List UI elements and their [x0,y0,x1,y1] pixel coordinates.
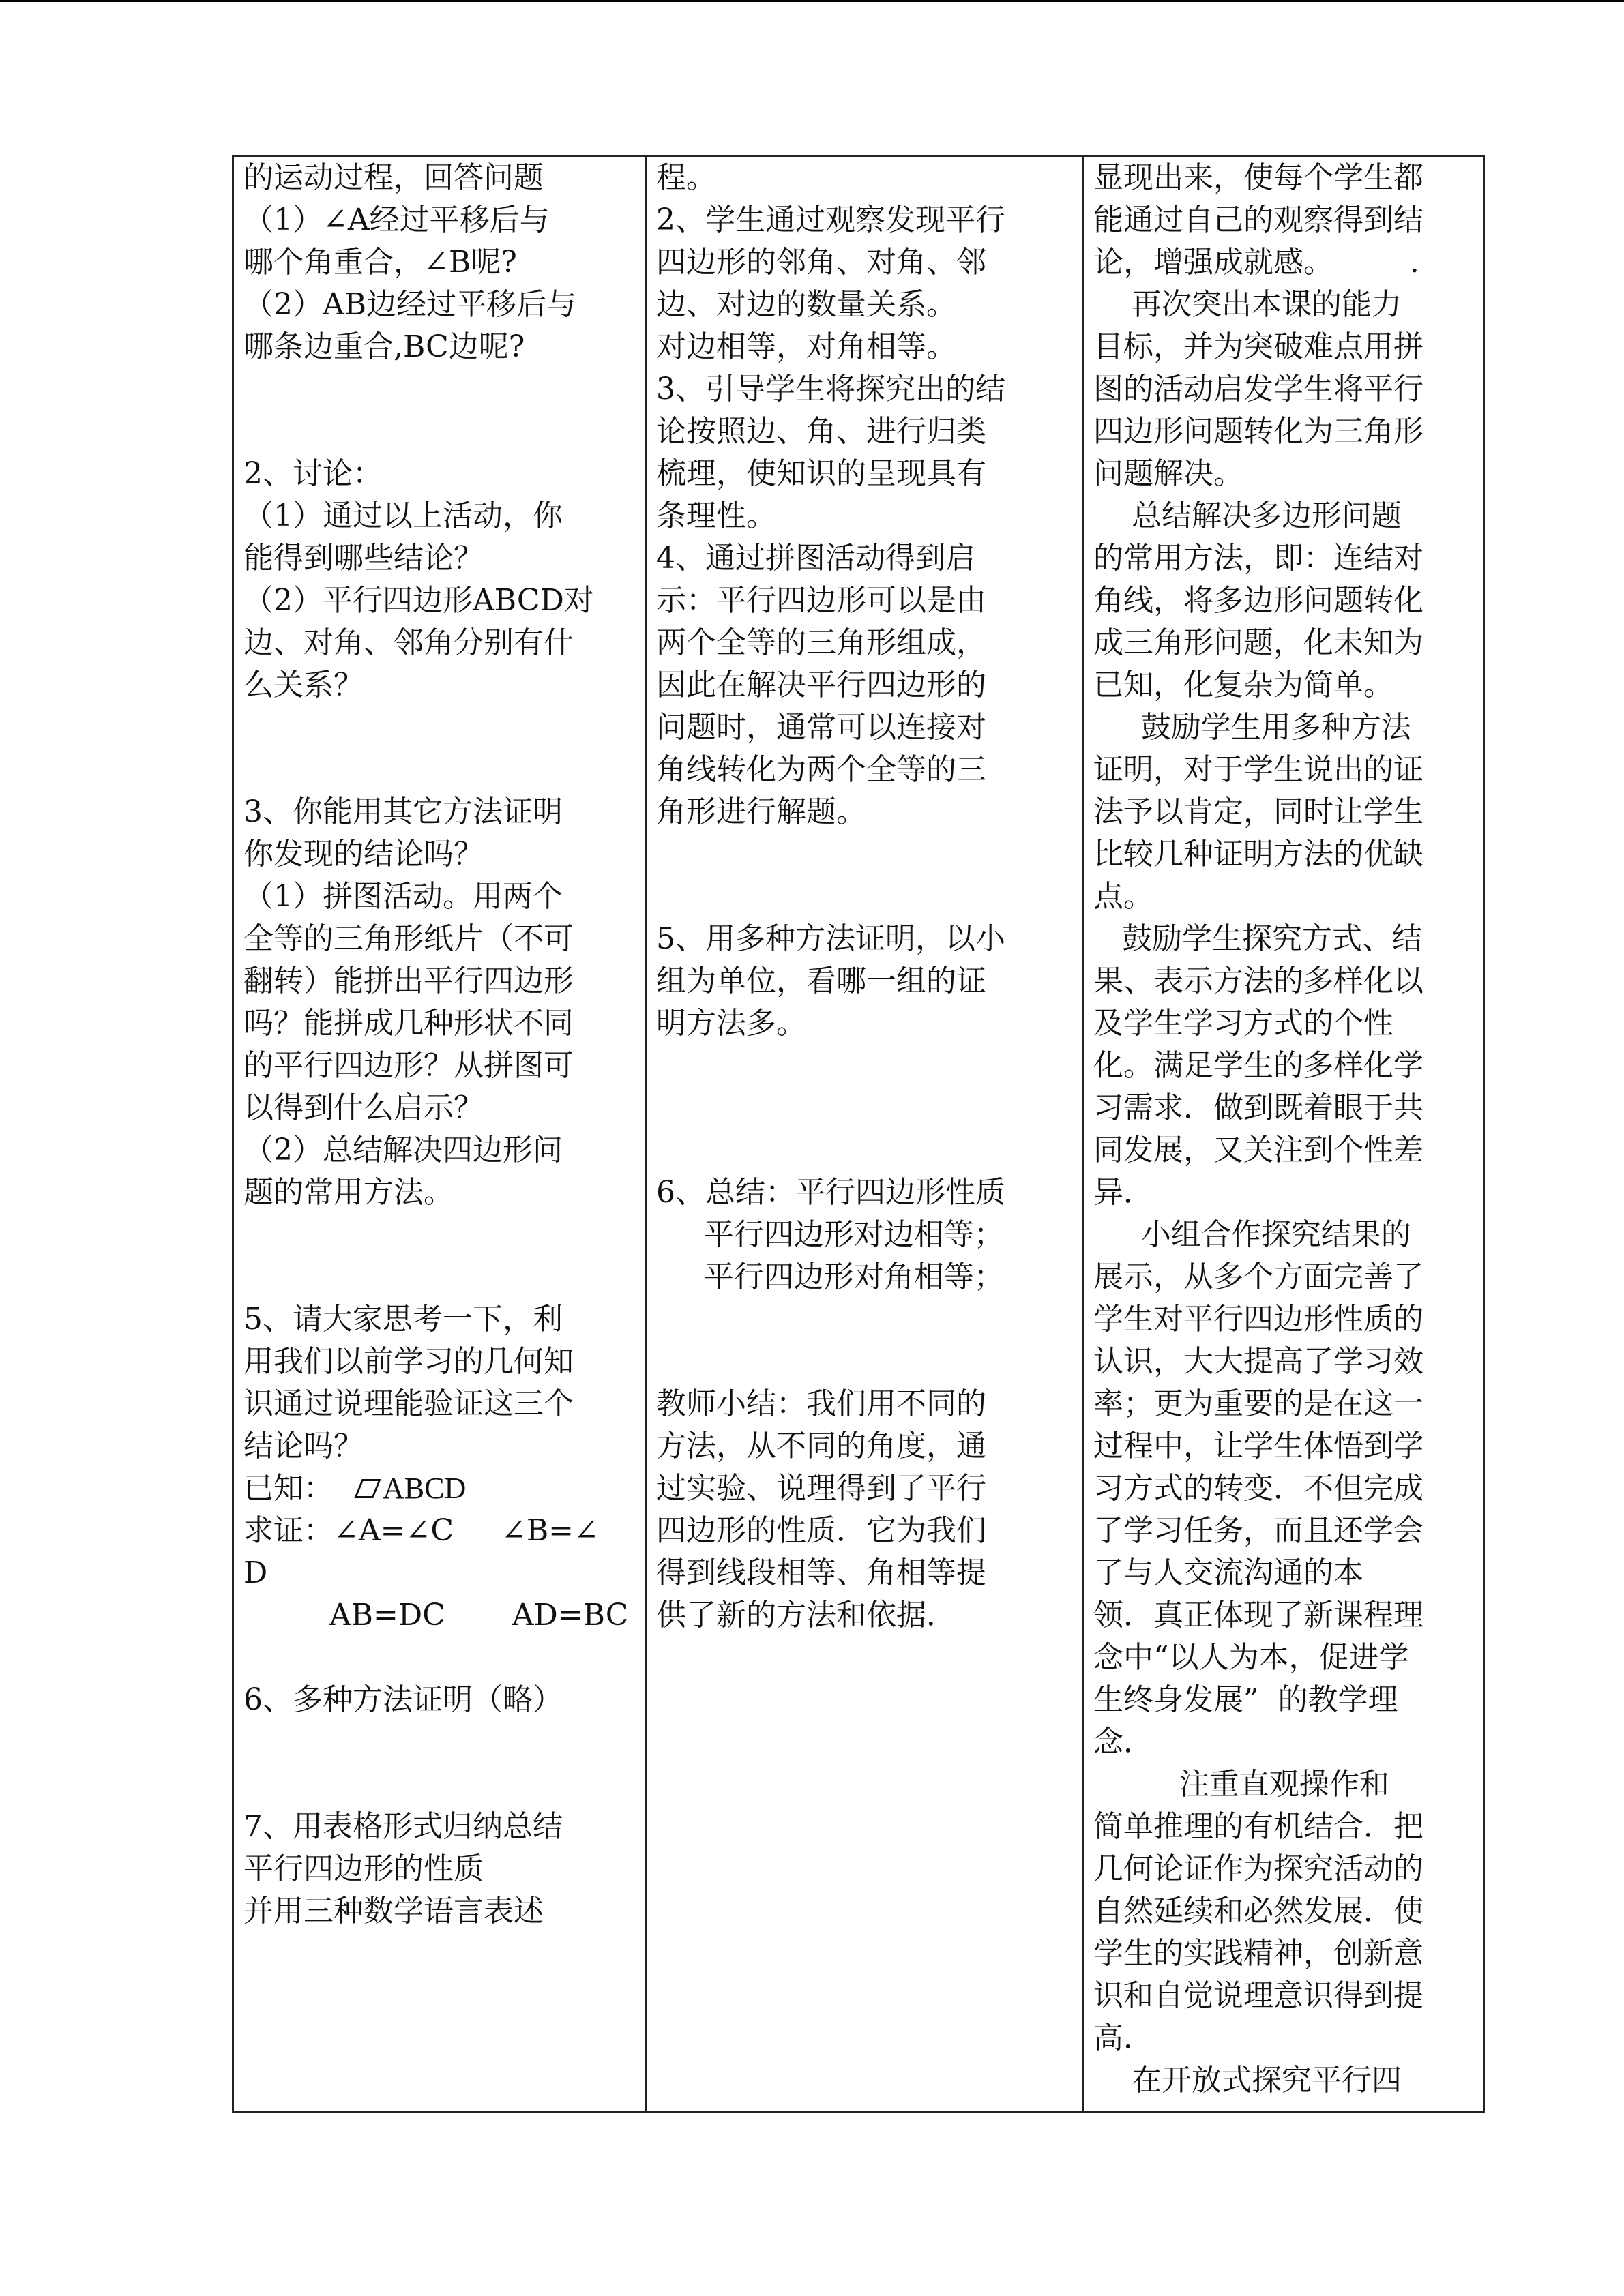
text-line: 论按照边、角、进行归类 [656,414,986,449]
text-line: 认识，大大提高了学习效 [1093,1344,1423,1379]
text-line [243,1637,635,1679]
text-line: 明方法多。 [656,1006,806,1041]
page-top-border [0,0,1624,2]
text-line: 鼓励学生探究方式、结 [1093,921,1422,956]
text-line: 念中“以人为本，促进学 [1093,1640,1409,1675]
text-line: 哪个角重合，∠B呢? [243,245,517,280]
text-line: 习方式的转变．不但完成 [1093,1471,1423,1506]
lesson-plan-table [232,155,1485,2113]
text-line: 3、你能用其它方法证明 [243,794,563,829]
text-line: 证明，对于学生说出的证 [1093,752,1423,787]
text-line: 了学习任务，而且还学会 [1093,1513,1423,1548]
text-line: 供了新的方法和依据． [656,1598,956,1632]
text-line: 学生的实践精神，创新意 [1093,1936,1423,1971]
text-line: 程。 [656,160,716,195]
text-line: 四边形的性质．它为我们 [656,1513,986,1548]
text-line: 领．真正体现了新课程理 [1093,1598,1423,1632]
text-line: 了与人交流沟通的本 [1093,1555,1363,1590]
text-line: 吗？能拼成几种形状不同 [243,1006,574,1041]
text-line [243,1721,635,1763]
text-line: 点。 [1093,879,1153,914]
text-line: 结论吗？ [243,1429,364,1463]
text-line: 以得到什么启示？ [243,1090,484,1125]
text-line: 5、用多种方法证明，以小 [656,921,1005,956]
text-line: 生终身发展” 的教学理 [1093,1682,1398,1717]
text-line: 注重直观操作和 [1093,1767,1389,1802]
text-line: 鼓励学生用多种方法 [1093,710,1411,745]
text-line: 的常用方法，即：连结对 [1093,541,1423,576]
text-line [656,1298,1072,1341]
text-line [243,1214,635,1256]
text-line: 对边相等，对角相等。 [656,329,956,364]
text-line: 2、学生通过观察发现平行 [656,203,1005,237]
text-line: 条理性。 [656,498,776,533]
text-line: 哪条边重合,BC边呢? [243,329,525,364]
given-line: 已知： ABCD [243,1471,467,1506]
student-column [646,156,1083,2112]
text-line: 过程中，让学生体悟到学 [1093,1429,1423,1463]
text-line: 2、讨论： [243,456,383,491]
text-line: AB=DC AD=BC [243,1598,629,1632]
text-line: 念． [1093,1725,1153,1759]
text-line [243,749,635,791]
text-line: 3、引导学生将探究出的结 [656,372,1005,406]
text-line: 高． [1093,2021,1153,2055]
text-line: （2）平行四边形ABCD对 [243,583,594,618]
text-line: 总结解决多边形问题 [1093,498,1402,533]
text-line: 梳理，使知识的呈现具有 [656,456,986,491]
text-line [243,1256,635,1298]
text-line: 用我们以前学习的几何知 [243,1344,574,1379]
text-line [243,368,635,411]
text-line: 么关系？ [243,668,364,702]
text-line: 平行四边形的性质 [243,1851,484,1886]
text-line: 再次突出本课的能力 [1093,287,1402,322]
text-line: 异． [1093,1175,1153,1210]
text-line: 展示，从多个方面完善了 [1093,1259,1423,1294]
text-line: （1）通过以上活动，你 [243,498,563,533]
text-line: （1）拼图活动。用两个 [243,879,563,914]
text-line [656,1045,1072,1087]
text-line: 问题时，通常可以连接对 [656,710,986,745]
text-line [656,1129,1072,1172]
text-line: 两个全等的三角形组成， [656,625,986,660]
text-line: 角线，将多边形问题转化 [1093,583,1423,618]
text-line [243,411,635,453]
text-line: 问题解决。 [1093,456,1243,491]
text-line: 比较几种证明方法的优缺 [1093,837,1423,871]
text-line: 你发现的结论吗？ [243,837,484,871]
text-line: 能通过自己的观察得到结 [1093,203,1423,237]
text-line: 学生对平行四边形性质的 [1093,1302,1423,1337]
text-line [243,1763,635,1806]
text-line: 得到线段相等、角相等提 [656,1555,986,1590]
given-shape-label: ABCD [382,1472,467,1505]
text-line: D [243,1555,268,1590]
text-line: 四边形问题转化为三角形 [1093,414,1423,449]
text-line: 教师小结：我们用不同的 [656,1386,986,1421]
text-line: 7、用表格形式归纳总结 [243,1809,563,1844]
text-line: 识和自觉说理意识得到提 [1093,1978,1423,2013]
text-line: 6、总结：平行四边形性质 [656,1175,1005,1210]
intent-column [1083,156,1484,2112]
text-line: 平行四边形对角相等； [656,1259,1004,1294]
text-line: 4、通过拼图活动得到启 [656,541,975,576]
text-line: 示：平行四边形可以是由 [656,583,986,618]
parallelogram-icon [354,1479,381,1500]
text-line: 果、表示方法的多样化以 [1093,964,1423,998]
text-line: 5、请大家思考一下，利 [243,1302,563,1337]
text-line: 翻转）能拼出平行四边形 [243,964,574,998]
text-line: 小组合作探究结果的 [1093,1217,1411,1252]
text-line: （1）∠A经过平移后与 [243,203,550,237]
text-line: 四边形的邻角、对角、邻 [656,245,986,280]
text-line: （2）总结解决四边形问 [243,1133,563,1167]
text-line: （2）AB边经过平移后与 [243,287,577,322]
text-line: 成三角形问题，化未知为 [1093,625,1423,660]
text-line: 率；更为重要的是在这一 [1093,1386,1423,1421]
text-line: 法予以肯定，同时让学生 [1093,794,1423,829]
text-line: 组为单位，看哪一组的证 [656,964,986,998]
text-line: 题的常用方法。 [243,1175,454,1210]
text-line: 同发展，又关注到个性差 [1093,1133,1423,1167]
text-line: 过实验、说理得到了平行 [656,1471,986,1506]
text-line: 目标，并为突破难点用拼 [1093,329,1423,364]
text-line [656,1341,1072,1383]
text-line [656,1087,1072,1129]
table-row [233,156,1484,2112]
text-line: 已知，化复杂为简单。 [1093,668,1393,702]
text-line: 方法，从不同的角度，通 [656,1429,986,1463]
text-line: 在开放式探究平行四 [1093,2063,1402,2098]
text-line: 6、多种方法证明（略） [243,1682,563,1717]
text-line: 角线转化为两个全等的三 [656,752,986,787]
text-line: 几何论证作为探究活动的 [1093,1851,1423,1886]
text-line: 图的活动启发学生将平行 [1093,372,1423,406]
text-line: 显现出来，使每个学生都 [1093,160,1423,195]
text-line: 平行四边形对边相等； [656,1217,1004,1252]
text-line: 自然延续和必然发展．使 [1093,1894,1423,1928]
text-line: 边、对角、邻角分别有什 [243,625,574,660]
text-line: 全等的三角形纸片（不可 [243,921,574,956]
text-line: 角形进行解题。 [656,794,866,829]
text-line: 求证：∠A=∠C ∠B=∠ [243,1513,599,1548]
text-line: 识通过说理能验证这三个 [243,1386,574,1421]
text-line: 的运动过程，回答问题 [243,160,544,195]
text-line: 化。满足学生的多样化学 [1093,1048,1423,1083]
text-line: 并用三种数学语言表述 [243,1894,544,1928]
text-line: 及学生学习方式的个性 [1093,1006,1393,1041]
text-line: 简单推理的有机结合．把 [1093,1809,1423,1844]
text-line [656,833,1072,876]
text-line: 边、对边的数量关系。 [656,287,956,322]
text-line: 论，增强成就感。 . [1093,245,1419,280]
text-line: 的平行四边形？从拼图可 [243,1048,574,1083]
text-line: 能得到哪些结论？ [243,541,484,576]
text-line [243,706,635,749]
text-line: 因此在解决平行四边形的 [656,668,986,702]
activity-column [233,156,646,2112]
text-line: 习需求．做到既着眼于共 [1093,1090,1423,1125]
text-line [656,876,1072,918]
